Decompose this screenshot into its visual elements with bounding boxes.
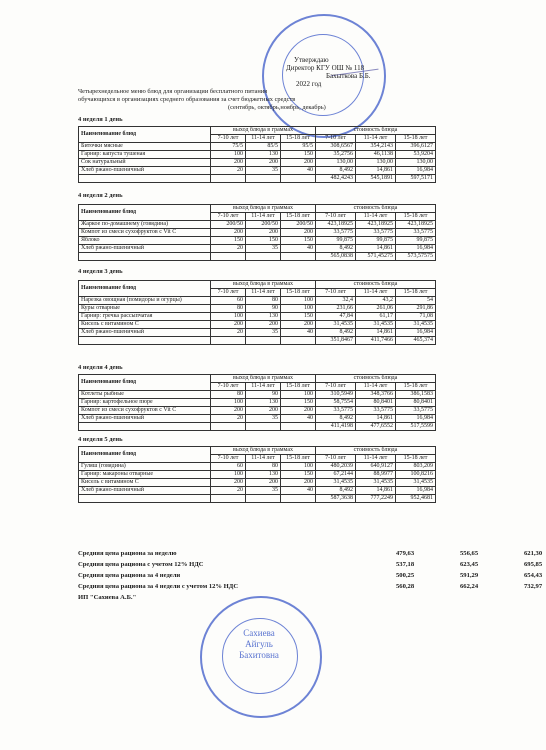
- header-yield: выход блюда в граммах: [211, 447, 316, 455]
- total-row: [79, 175, 436, 183]
- total-cost-cell: 411,4198: [316, 423, 356, 431]
- cost-cell: 33,5775: [396, 407, 436, 415]
- cost-cell: 31,4535: [316, 479, 356, 487]
- cost-cell: 348,3766: [356, 391, 396, 399]
- cost-cell: 33,5775: [356, 229, 396, 237]
- cost-cell: 310,5949: [316, 391, 356, 399]
- header-age: 11-14 лет: [246, 135, 281, 143]
- cost-cell: 46,1138: [356, 151, 396, 159]
- empty-cell: [281, 175, 316, 183]
- header-age: 7-10 лет: [211, 289, 246, 297]
- dish-name: Хлеб ржано-пшеничный: [79, 415, 211, 423]
- header-age: 15-18 лет: [281, 289, 316, 297]
- header-dish-name: Наименование блюд: [79, 447, 211, 463]
- summary-value: 732,97: [524, 583, 543, 590]
- yield-cell: 130: [246, 313, 281, 321]
- yield-cell: 60: [211, 297, 246, 305]
- summary-label: Средняя цена рациона за неделю: [78, 550, 177, 557]
- header-age: 15-18 лет: [396, 455, 436, 463]
- yield-cell: 80: [211, 391, 246, 399]
- cost-cell: 58,7554: [316, 399, 356, 407]
- yield-cell: 200: [281, 159, 316, 167]
- summary-block: [78, 548, 546, 603]
- summary-label: Средняя цена рациона за 4 недели: [78, 572, 181, 579]
- dish-name: Яблоко: [79, 237, 211, 245]
- cost-cell: 386,1583: [396, 391, 436, 399]
- header-age: 7-10 лет: [211, 213, 246, 221]
- yield-cell: 35: [246, 167, 281, 175]
- total-cost-cell: 571,45275: [356, 253, 396, 261]
- header-cost: стоимость блюда: [316, 127, 436, 135]
- yield-cell: 20: [211, 415, 246, 423]
- header-age: 15-18 лет: [396, 289, 436, 297]
- table-row: [79, 479, 436, 487]
- approval-block: [286, 56, 396, 88]
- total-row: [79, 253, 436, 261]
- empty-cell: [281, 423, 316, 431]
- yield-cell: 150: [281, 471, 316, 479]
- cost-cell: 396,6127: [396, 143, 436, 151]
- total-cost-cell: 597,5171: [396, 175, 436, 183]
- header-cost: стоимость блюда: [316, 447, 436, 455]
- header-dish-name: Наименование блюд: [79, 205, 211, 221]
- cost-cell: 33,5775: [316, 407, 356, 415]
- cost-cell: 31,4535: [356, 479, 396, 487]
- header-age: 7-10 лет: [316, 213, 356, 221]
- table-row: [79, 143, 436, 151]
- summary-value: 695,85: [524, 561, 543, 568]
- header-age: 11-14 лет: [246, 455, 281, 463]
- summary-value: 479,63: [396, 550, 415, 557]
- cost-cell: 33,5775: [316, 229, 356, 237]
- dish-name: Нарезка овощная (помидоры и огурцы): [79, 297, 211, 305]
- summary-value: 662,24: [460, 583, 479, 590]
- table-row: [79, 329, 436, 337]
- day-heading: 4 неделя 4 день: [78, 364, 123, 371]
- table-row: [79, 407, 436, 415]
- summary-row: [78, 559, 546, 570]
- header-age: 7-10 лет: [211, 383, 246, 391]
- title-line-3: (сентябрь, октябрь,ноябрь, декабрь): [228, 104, 326, 112]
- cost-cell: 423,18925: [316, 221, 356, 229]
- dish-name: Хлеб ржано-пшеничный: [79, 245, 211, 253]
- cost-cell: 291,86: [396, 305, 436, 313]
- empty-cell: [79, 495, 211, 503]
- empty-cell: [211, 253, 246, 261]
- yield-cell: 90: [246, 305, 281, 313]
- cost-cell: 803,209: [396, 463, 436, 471]
- total-row: [79, 495, 436, 503]
- approval-name: Бахыткова Б.Б.: [326, 72, 371, 80]
- header-age: 15-18 лет: [281, 213, 316, 221]
- summary-value: 556,65: [460, 550, 479, 557]
- total-cost-cell: 565,0838: [316, 253, 356, 261]
- day-heading: 4 неделя 5 день: [78, 436, 123, 443]
- cost-cell: 53,9204: [396, 151, 436, 159]
- summary-value: 560,28: [396, 583, 415, 590]
- yield-cell: 100: [281, 463, 316, 471]
- header-yield: выход блюда в граммах: [211, 375, 316, 383]
- dish-name: Котлеты рыбные: [79, 391, 211, 399]
- cost-cell: 130,00: [316, 159, 356, 167]
- summary-value: 654,43: [524, 572, 543, 579]
- cost-cell: 14,861: [356, 415, 396, 423]
- empty-cell: [211, 175, 246, 183]
- empty-cell: [211, 423, 246, 431]
- empty-cell: [211, 495, 246, 503]
- yield-cell: 100: [211, 471, 246, 479]
- dish-name: Кисель с витамином С: [79, 321, 211, 329]
- table-row: [79, 221, 436, 229]
- yield-cell: 200: [211, 479, 246, 487]
- title-line-1: Четырехнедельное меню блюд для организации бесплатного питания: [78, 88, 268, 95]
- yield-cell: 200: [211, 321, 246, 329]
- document-title: [78, 88, 408, 113]
- yield-cell: 40: [281, 415, 316, 423]
- yield-cell: 40: [281, 167, 316, 175]
- yield-cell: 150: [246, 237, 281, 245]
- yield-cell: 20: [211, 329, 246, 337]
- yield-cell: 35: [246, 415, 281, 423]
- header-yield: выход блюда в граммах: [211, 205, 316, 213]
- yield-cell: 200: [281, 479, 316, 487]
- header-age: 15-18 лет: [396, 213, 436, 221]
- yield-cell: 35: [246, 329, 281, 337]
- cost-cell: 43,2: [356, 297, 396, 305]
- yield-cell: 150: [281, 237, 316, 245]
- dish-name: Компот из смеси сухофруктов с Vit C: [79, 407, 211, 415]
- yield-cell: 200: [281, 321, 316, 329]
- table-row: [79, 151, 436, 159]
- dish-name: Хлеб ржано-пшеничный: [79, 167, 211, 175]
- cost-cell: 261,06: [356, 305, 396, 313]
- summary-value: 623,45: [460, 561, 479, 568]
- table-row: [79, 237, 436, 245]
- yield-cell: 85/5: [246, 143, 281, 151]
- cost-cell: 16,984: [396, 487, 436, 495]
- cost-cell: 47,84: [316, 313, 356, 321]
- empty-cell: [246, 337, 281, 345]
- yield-cell: 100: [281, 297, 316, 305]
- yield-cell: 130: [246, 399, 281, 407]
- empty-cell: [246, 253, 281, 261]
- yield-cell: 100: [281, 391, 316, 399]
- yield-cell: 200: [281, 229, 316, 237]
- table-row: [79, 167, 436, 175]
- yield-cell: 200/50: [246, 221, 281, 229]
- yield-cell: 40: [281, 487, 316, 495]
- yield-cell: 200: [246, 321, 281, 329]
- menu-table: [78, 446, 436, 503]
- summary-row: [78, 581, 546, 592]
- header-age: 11-14 лет: [356, 455, 396, 463]
- table-row: [79, 391, 436, 399]
- cost-cell: 88,9977: [356, 471, 396, 479]
- yield-cell: 100: [211, 151, 246, 159]
- header-age: 7-10 лет: [211, 455, 246, 463]
- cost-cell: 71,08: [396, 313, 436, 321]
- cost-cell: 14,861: [356, 167, 396, 175]
- dish-name: Гуляш (говядина): [79, 463, 211, 471]
- header-age: 11-14 лет: [356, 213, 396, 221]
- empty-cell: [246, 423, 281, 431]
- cost-cell: 16,984: [396, 415, 436, 423]
- dish-name: Жаркое по-домашнему (говядина): [79, 221, 211, 229]
- yield-cell: 200: [246, 407, 281, 415]
- total-row: [79, 337, 436, 345]
- header-cost: стоимость блюда: [316, 205, 436, 213]
- cost-cell: 16,984: [396, 167, 436, 175]
- table-row: [79, 313, 436, 321]
- header-age: 7-10 лет: [316, 289, 356, 297]
- yield-cell: 20: [211, 167, 246, 175]
- yield-cell: 60: [211, 463, 246, 471]
- header-cost: стоимость блюда: [316, 281, 436, 289]
- table-row: [79, 487, 436, 495]
- yield-cell: 20: [211, 487, 246, 495]
- yield-cell: 35: [246, 245, 281, 253]
- menu-table: [78, 280, 436, 345]
- school-stamp-text: [222, 628, 296, 661]
- cost-cell: 99,875: [356, 237, 396, 245]
- cost-cell: 35,2756: [316, 151, 356, 159]
- header-age: 15-18 лет: [281, 135, 316, 143]
- dish-name: Гарнир: картофельное пюре: [79, 399, 211, 407]
- yield-cell: 200/50: [211, 221, 246, 229]
- yield-cell: 150: [281, 399, 316, 407]
- cost-cell: 640,9127: [356, 463, 396, 471]
- yield-cell: 200: [281, 407, 316, 415]
- cost-cell: 99,875: [316, 237, 356, 245]
- empty-cell: [211, 337, 246, 345]
- yield-cell: 200: [246, 229, 281, 237]
- cost-cell: 80,8401: [356, 399, 396, 407]
- summary-value: 591,29: [460, 572, 479, 579]
- cost-cell: 308,6567: [316, 143, 356, 151]
- approval-year: 2022 год: [296, 80, 322, 88]
- dish-name: Сок натуральный: [79, 159, 211, 167]
- empty-cell: [79, 253, 211, 261]
- table-row: [79, 229, 436, 237]
- table-row: [79, 415, 436, 423]
- cost-cell: 8,492: [316, 329, 356, 337]
- yield-cell: 90: [246, 391, 281, 399]
- cost-cell: 31,4535: [316, 321, 356, 329]
- header-age: 11-14 лет: [356, 289, 396, 297]
- menu-table: [78, 204, 436, 261]
- summary-value: 621,30: [524, 550, 543, 557]
- cost-cell: 54: [396, 297, 436, 305]
- yield-cell: 130: [246, 151, 281, 159]
- yield-cell: 200/50: [281, 221, 316, 229]
- yield-cell: 40: [281, 245, 316, 253]
- header-dish-name: Наименование блюд: [79, 281, 211, 297]
- total-cost-cell: 411,7466: [356, 337, 396, 345]
- yield-cell: 80: [246, 297, 281, 305]
- dish-name: Компот из смеси сухофруктов с Vit C: [79, 229, 211, 237]
- yield-cell: 200: [211, 229, 246, 237]
- cost-cell: 14,861: [356, 245, 396, 253]
- header-age: 15-18 лет: [396, 383, 436, 391]
- yield-cell: 35: [246, 487, 281, 495]
- yield-cell: 40: [281, 329, 316, 337]
- yield-cell: 130: [246, 471, 281, 479]
- cost-cell: 8,492: [316, 415, 356, 423]
- cost-cell: 14,861: [356, 487, 396, 495]
- header-age: 15-18 лет: [281, 455, 316, 463]
- yield-cell: 95/5: [281, 143, 316, 151]
- cost-cell: 67,2144: [316, 471, 356, 479]
- dish-name: Гарнир: макароны отварные: [79, 471, 211, 479]
- cost-cell: 33,5775: [396, 229, 436, 237]
- yield-cell: 80: [211, 305, 246, 313]
- cost-cell: 8,492: [316, 245, 356, 253]
- stamp-line-2: Айгуль: [245, 639, 273, 649]
- menu-table: [78, 126, 436, 183]
- dish-name: Биточки мясные: [79, 143, 211, 151]
- cost-cell: 61,17: [356, 313, 396, 321]
- cost-cell: 16,984: [396, 245, 436, 253]
- table-row: [79, 297, 436, 305]
- table-row: [79, 463, 436, 471]
- empty-cell: [281, 495, 316, 503]
- cost-cell: 423,18925: [396, 221, 436, 229]
- total-row: [79, 423, 436, 431]
- yield-cell: 200: [211, 407, 246, 415]
- empty-cell: [281, 337, 316, 345]
- header-cost: стоимость блюда: [316, 375, 436, 383]
- table-row: [79, 159, 436, 167]
- summary-value: 500,25: [396, 572, 415, 579]
- total-cost-cell: 777,2249: [356, 495, 396, 503]
- cost-cell: 423,18925: [356, 221, 396, 229]
- empty-cell: [281, 253, 316, 261]
- total-cost-cell: 952,4681: [396, 495, 436, 503]
- cost-cell: 100,8216: [396, 471, 436, 479]
- summary-label: Средняя цена рациона с учетом 12% НДС: [78, 561, 204, 568]
- summary-label: Средняя цена рациона за 4 недели с учетом 12% НДС: [78, 583, 239, 590]
- yield-cell: 200: [246, 479, 281, 487]
- total-cost-cell: 573,57575: [396, 253, 436, 261]
- summary-value: 537,18: [396, 561, 415, 568]
- total-cost-cell: 545,1891: [356, 175, 396, 183]
- cost-cell: 99,875: [396, 237, 436, 245]
- approval-position: Директор КГУ ОШ № 118: [286, 64, 365, 72]
- yield-cell: 150: [281, 151, 316, 159]
- cost-cell: 33,5775: [356, 407, 396, 415]
- dish-name: Кисель с витамином С: [79, 479, 211, 487]
- empty-cell: [79, 175, 211, 183]
- cost-cell: 16,984: [396, 329, 436, 337]
- yield-cell: 75/5: [211, 143, 246, 151]
- table-row: [79, 245, 436, 253]
- total-cost-cell: 482,4243: [316, 175, 356, 183]
- summary-label: ИП "Сахиева А.Б.": [78, 594, 137, 601]
- empty-cell: [79, 337, 211, 345]
- cost-cell: 130,00: [396, 159, 436, 167]
- header-age: 11-14 лет: [246, 383, 281, 391]
- cost-cell: 31,4535: [396, 479, 436, 487]
- yield-cell: 200: [246, 159, 281, 167]
- header-age: 7-10 лет: [316, 135, 356, 143]
- stamp-line-3: Бахитовна: [239, 650, 279, 660]
- menu-table: [78, 374, 436, 431]
- yield-cell: 20: [211, 245, 246, 253]
- cost-cell: 480,2039: [316, 463, 356, 471]
- header-yield: выход блюда в граммах: [211, 281, 316, 289]
- table-row: [79, 321, 436, 329]
- yield-cell: 80: [246, 463, 281, 471]
- header-yield: выход блюда в граммах: [211, 127, 316, 135]
- cost-cell: 31,4535: [356, 321, 396, 329]
- header-age: 7-10 лет: [316, 383, 356, 391]
- empty-cell: [79, 423, 211, 431]
- total-cost-cell: 587,3638: [316, 495, 356, 503]
- stamp-line-1: Сахиева: [243, 628, 275, 638]
- cost-cell: 32,4: [316, 297, 356, 305]
- header-age: 15-18 лет: [281, 383, 316, 391]
- dish-name: Куры отварные: [79, 305, 211, 313]
- header-age: 11-14 лет: [356, 135, 396, 143]
- cost-cell: 14,861: [356, 329, 396, 337]
- cost-cell: 80,8401: [396, 399, 436, 407]
- header-dish-name: Наименование блюд: [79, 375, 211, 391]
- summary-row: [78, 592, 546, 603]
- cost-cell: 231,66: [316, 305, 356, 313]
- table-row: [79, 399, 436, 407]
- table-row: [79, 305, 436, 313]
- day-heading: 4 неделя 2 день: [78, 192, 123, 199]
- header-dish-name: Наименование блюд: [79, 127, 211, 143]
- yield-cell: 100: [211, 313, 246, 321]
- header-age: 7-10 лет: [316, 455, 356, 463]
- cost-cell: 8,492: [316, 487, 356, 495]
- header-age: 11-14 лет: [356, 383, 396, 391]
- header-age: 11-14 лет: [246, 289, 281, 297]
- cost-cell: 130,00: [356, 159, 396, 167]
- cost-cell: 354,2143: [356, 143, 396, 151]
- total-cost-cell: 517,5599: [396, 423, 436, 431]
- dish-name: Гарнир: капуста тушеная: [79, 151, 211, 159]
- dish-name: Хлеб ржано-пшеничный: [79, 487, 211, 495]
- yield-cell: 200: [211, 159, 246, 167]
- dish-name: Хлеб ржано-пшеничный: [79, 329, 211, 337]
- header-age: 7-10 лет: [211, 135, 246, 143]
- header-age: 15-18 лет: [396, 135, 436, 143]
- approval-word: Утверждаю: [294, 56, 329, 64]
- yield-cell: 100: [281, 305, 316, 313]
- summary-row: [78, 548, 546, 559]
- total-cost-cell: 465,374: [396, 337, 436, 345]
- header-age: 11-14 лет: [246, 213, 281, 221]
- table-row: [79, 471, 436, 479]
- yield-cell: 100: [211, 399, 246, 407]
- dish-name: Гарнир: гречка рассыпчатая: [79, 313, 211, 321]
- cost-cell: 8,492: [316, 167, 356, 175]
- summary-row: [78, 570, 546, 581]
- total-cost-cell: 351,8467: [316, 337, 356, 345]
- yield-cell: 150: [211, 237, 246, 245]
- title-line-2: обучающихся в организациях среднего образования за счет бюджетных средств: [78, 96, 296, 104]
- day-heading: 4 неделя 1 день: [78, 116, 123, 123]
- empty-cell: [246, 495, 281, 503]
- yield-cell: 150: [281, 313, 316, 321]
- total-cost-cell: 477,6552: [356, 423, 396, 431]
- day-heading: 4 неделя 3 день: [78, 268, 123, 275]
- empty-cell: [246, 175, 281, 183]
- cost-cell: 31,4535: [396, 321, 436, 329]
